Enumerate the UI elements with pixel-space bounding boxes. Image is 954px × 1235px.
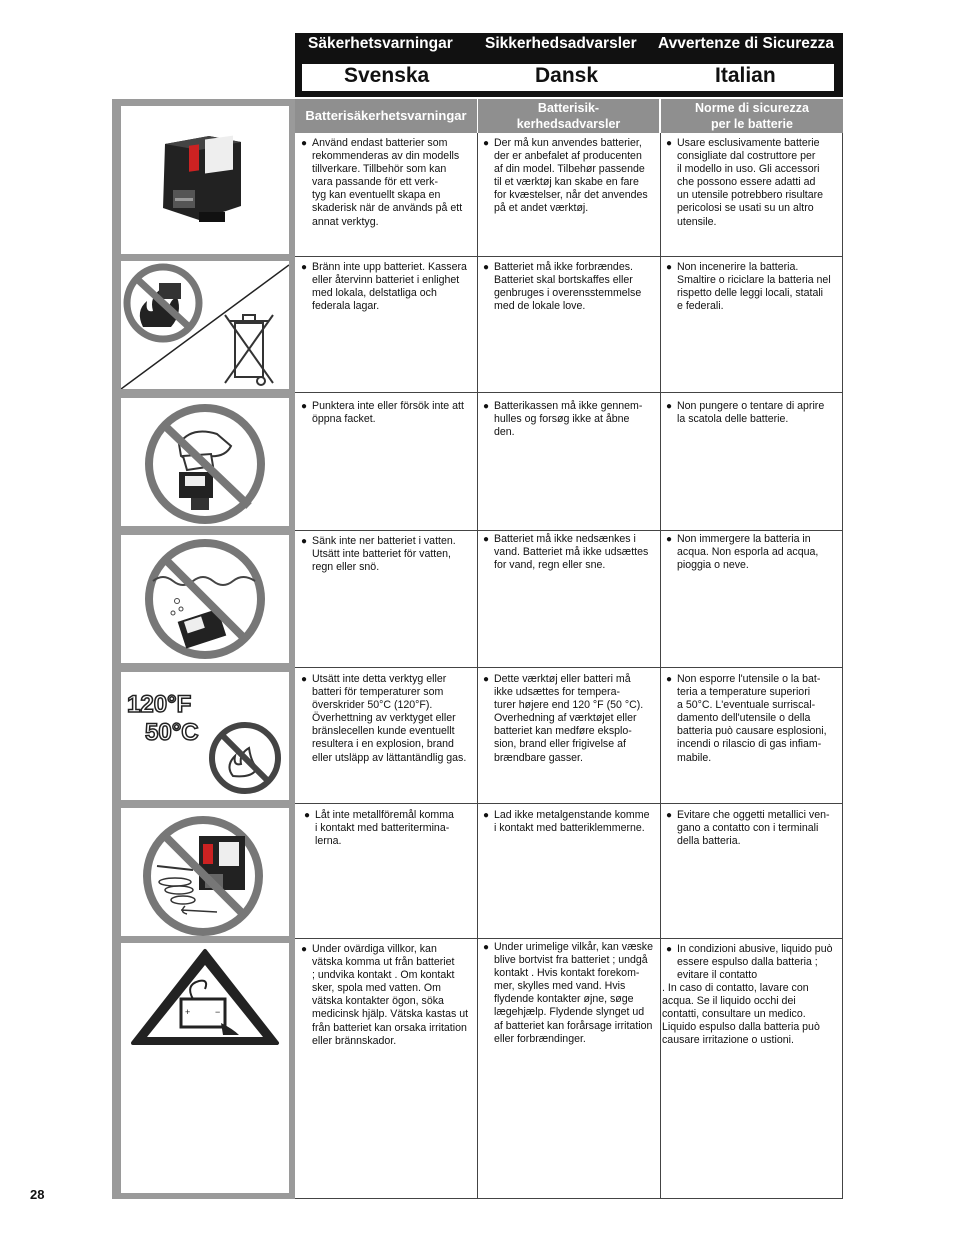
bullet-icon: ● <box>666 810 673 821</box>
cell-sv-2 <box>297 261 477 313</box>
cell-sv-4 <box>297 535 477 574</box>
cell-it-1 <box>662 137 842 229</box>
cell-text: Batteriet må ikke nedsænkes i vand. Batteriet må ikke udsættes for vand, regn eller sne. <box>494 533 649 572</box>
grid-line <box>295 530 843 531</box>
cell-text: Använd endast batterier som rekommenderas av din modells tillverkare. Tillbehör som kan vara passande för ett verk- tyg kan eventuellt skapa en skaderisk när de används på ett annat verktyg. <box>312 137 463 228</box>
grid-line <box>295 392 843 393</box>
subheader-it-text: Norme di sicurezza per le batterie <box>695 101 809 131</box>
temp-f-label: 120°F <box>127 691 192 718</box>
cell-sv-7 <box>297 943 477 1048</box>
cell-text: Under urimelige vilkår, kan væske blive bortvist fra batteriet ; undgå kontakt . Hvis kontakt forekom- mer, skylles med vand. Hvis flydende kontakter øjne, søge lægehjælp. Flydende slynget ud af batteriet kan forårsage irritation eller forbrændinger. <box>494 941 653 1045</box>
cell-it-5 <box>662 673 842 765</box>
grid-line <box>295 256 843 257</box>
cell-sv-5 <box>297 673 477 765</box>
subheader-sv <box>295 99 477 133</box>
grid-line <box>295 803 843 804</box>
cell-da-4 <box>479 533 659 572</box>
header-title-da: Sikkerhedsadvarsler <box>485 35 637 52</box>
header-title-sv: Säkerhetsvarningar <box>308 35 453 52</box>
cell-sv-6 <box>300 809 477 848</box>
no-water-immersion-icon <box>121 535 289 663</box>
cell-text: Sänk inte ner batteriet i vatten. Utsätt inte batteriet för vatten, regn eller snö. <box>312 535 456 574</box>
no-fire-and-crossed-bin-icon <box>121 261 289 389</box>
header-title-it: Avvertenze di Sicurezza <box>658 35 835 52</box>
cell-da-3 <box>479 400 659 439</box>
bullet-icon: ● <box>483 810 490 821</box>
bullet-icon: ● <box>483 401 490 412</box>
cell-text: Usare esclusivamente batterie consigliate dal costruttore per il modello in uso. Gli accessori che possono essere adatti ad un utensile potrebbero risultare pericolosi se usati su un altro utensile. <box>677 137 824 228</box>
cell-it-4 <box>662 533 842 572</box>
cell-text: Utsätt inte detta verktyg eller batteri för temperaturer som överskrider 50°C (120°F). Överhettning av verktyget eller bränslecellen kunde eventuellt resultera i en explosion, brand eller utsläpp av lättantändlig gas. <box>312 673 467 764</box>
cell-it-7 <box>662 943 842 982</box>
bullet-icon: ● <box>666 262 673 273</box>
language-it: Italian <box>715 64 776 87</box>
language-sv: Svenska <box>344 64 430 87</box>
cell-text: Punktera inte eller försök inte att öppna facket. <box>312 400 464 426</box>
cell-text: Evitare che oggetti metallici ven- gano a contatto con i terminali della batteria. <box>677 809 830 848</box>
cell-text: Låt inte metallföremål komma i kontakt med batteritermina- lerna. <box>315 809 454 848</box>
page-number: 28 <box>30 1187 45 1202</box>
temperature-limit-icon <box>121 672 289 800</box>
cell-it-7b <box>662 982 842 1047</box>
cell-sv-3 <box>297 400 477 426</box>
grid-line <box>660 133 661 1199</box>
cell-text: . In caso di contatto, lavare con acqua. Se il liquido occhi dei contatti, consultare un medico. Liquido espulso dalla batteria può causare irritazione o ustioni. <box>662 982 820 1047</box>
language-header <box>295 33 843 97</box>
bullet-icon: ● <box>301 536 308 547</box>
subheader-da-text: Batterisik- kerhedsadvarsler <box>516 101 621 131</box>
cell-it-6 <box>662 809 842 848</box>
bullet-icon: ● <box>666 534 673 545</box>
cell-text: Batterikassen må ikke gennem- hulles og forsøg ikke at åbne den. <box>494 400 643 439</box>
cell-text: Bränn inte upp batteriet. Kassera eller återvinn batteriet i enlighet med lokala, delstatliga och federala lagar. <box>312 261 467 313</box>
cell-it-3 <box>662 400 842 426</box>
cell-text: In condizioni abusive, liquido può essere espulso dalla batteria ; evitare il contatto <box>677 943 833 982</box>
cell-text: Der må kun anvendes batterier, der er anbefalet af producenten af din model. Tilbehør passende til et værktøj kan skabe en fare for kvæstelser, når det anvendes på et andet værktøj. <box>494 137 648 215</box>
no-metal-objects-icon <box>121 808 289 936</box>
cell-text: Lad ikke metalgenstande komme i kontakt med batteriklemmerne. <box>494 809 650 835</box>
bullet-icon: ● <box>666 401 673 412</box>
bullet-icon: ● <box>301 944 308 955</box>
cell-text: Under ovärdiga villkor, kan vätska komma ut från batteriet ; undvika kontakt . Om kontakt sker, spola med vatten. Om vätska kontakter ögon, söka medicinsk hjälp. Vätska kastas ut från batteriet kan orsaka irritation eller brännskador. <box>312 943 469 1047</box>
grid-line <box>295 938 843 939</box>
cell-text: Non esporre l'utensile o la bat- teria a temperature superiori a 50°C. L'eventuale surriscal- damento dell'utensile o della batteria può causare esplosioni, incendi o rilascio di gas infiam- mabile. <box>677 673 827 764</box>
cell-da-2 <box>479 261 659 313</box>
cell-da-6 <box>479 809 659 835</box>
bullet-icon: ● <box>483 262 490 273</box>
temp-c-label: 50°C <box>145 719 199 746</box>
bullet-icon: ● <box>301 262 308 273</box>
bullet-icon: ● <box>483 674 490 685</box>
battery-pack-icon <box>121 106 289 254</box>
cell-text: Non immergere la batteria in acqua. Non esporla ad acqua, pioggia o neve. <box>677 533 819 572</box>
language-box <box>302 64 834 91</box>
cell-da-7 <box>479 941 659 1046</box>
bullet-icon: ● <box>301 674 308 685</box>
grid-line <box>477 133 478 1199</box>
svg-text:+: + <box>185 1007 191 1017</box>
bullet-icon: ● <box>483 138 490 149</box>
no-crush-battery-icon <box>121 398 289 526</box>
bullet-icon: ● <box>666 674 673 685</box>
bullet-icon: ● <box>666 138 673 149</box>
subheader-it <box>661 99 843 133</box>
subheader-da <box>478 99 659 133</box>
bullet-icon: ● <box>483 534 490 545</box>
grid-line <box>295 667 843 668</box>
bullet-icon: ● <box>301 401 308 412</box>
cell-it-2 <box>662 261 842 313</box>
svg-text:−: − <box>215 1007 221 1017</box>
cell-text: Batteriet må ikke forbrændes. Batteriet skal bortskaffes eller genbruges i overensstemmelse med de lokale love. <box>494 261 642 313</box>
cell-text: Dette værktøj eller batteri må ikke udsættes for tempera- turer højere end 120 °F (50 °C). Overhedning af værktøjet eller batteriet kan medføre eksplo- sion, brand eller frigivelse af brændbare gasser. <box>494 673 644 764</box>
cell-text: Non pungere o tentare di aprire la scatola delle batterie. <box>677 400 825 426</box>
language-da: Dansk <box>535 64 599 87</box>
cell-text: Non incenerire la batteria. Smaltire o riciclare la batteria nel rispetto delle leggi locali, statali e federali. <box>677 261 831 313</box>
battery-leak-warning-icon <box>121 943 289 1193</box>
bullet-icon: ● <box>304 810 311 821</box>
grid-line <box>842 133 843 1199</box>
bullet-icon: ● <box>483 942 490 953</box>
cell-da-5 <box>479 673 659 765</box>
bullet-icon: ● <box>301 138 308 149</box>
subheader-sv-text: Batterisäkerhetsvarningar <box>305 108 467 123</box>
bullet-icon: ● <box>666 944 673 955</box>
grid-line <box>295 1198 843 1199</box>
cell-da-1 <box>479 137 659 216</box>
cell-sv-1 <box>297 137 477 229</box>
